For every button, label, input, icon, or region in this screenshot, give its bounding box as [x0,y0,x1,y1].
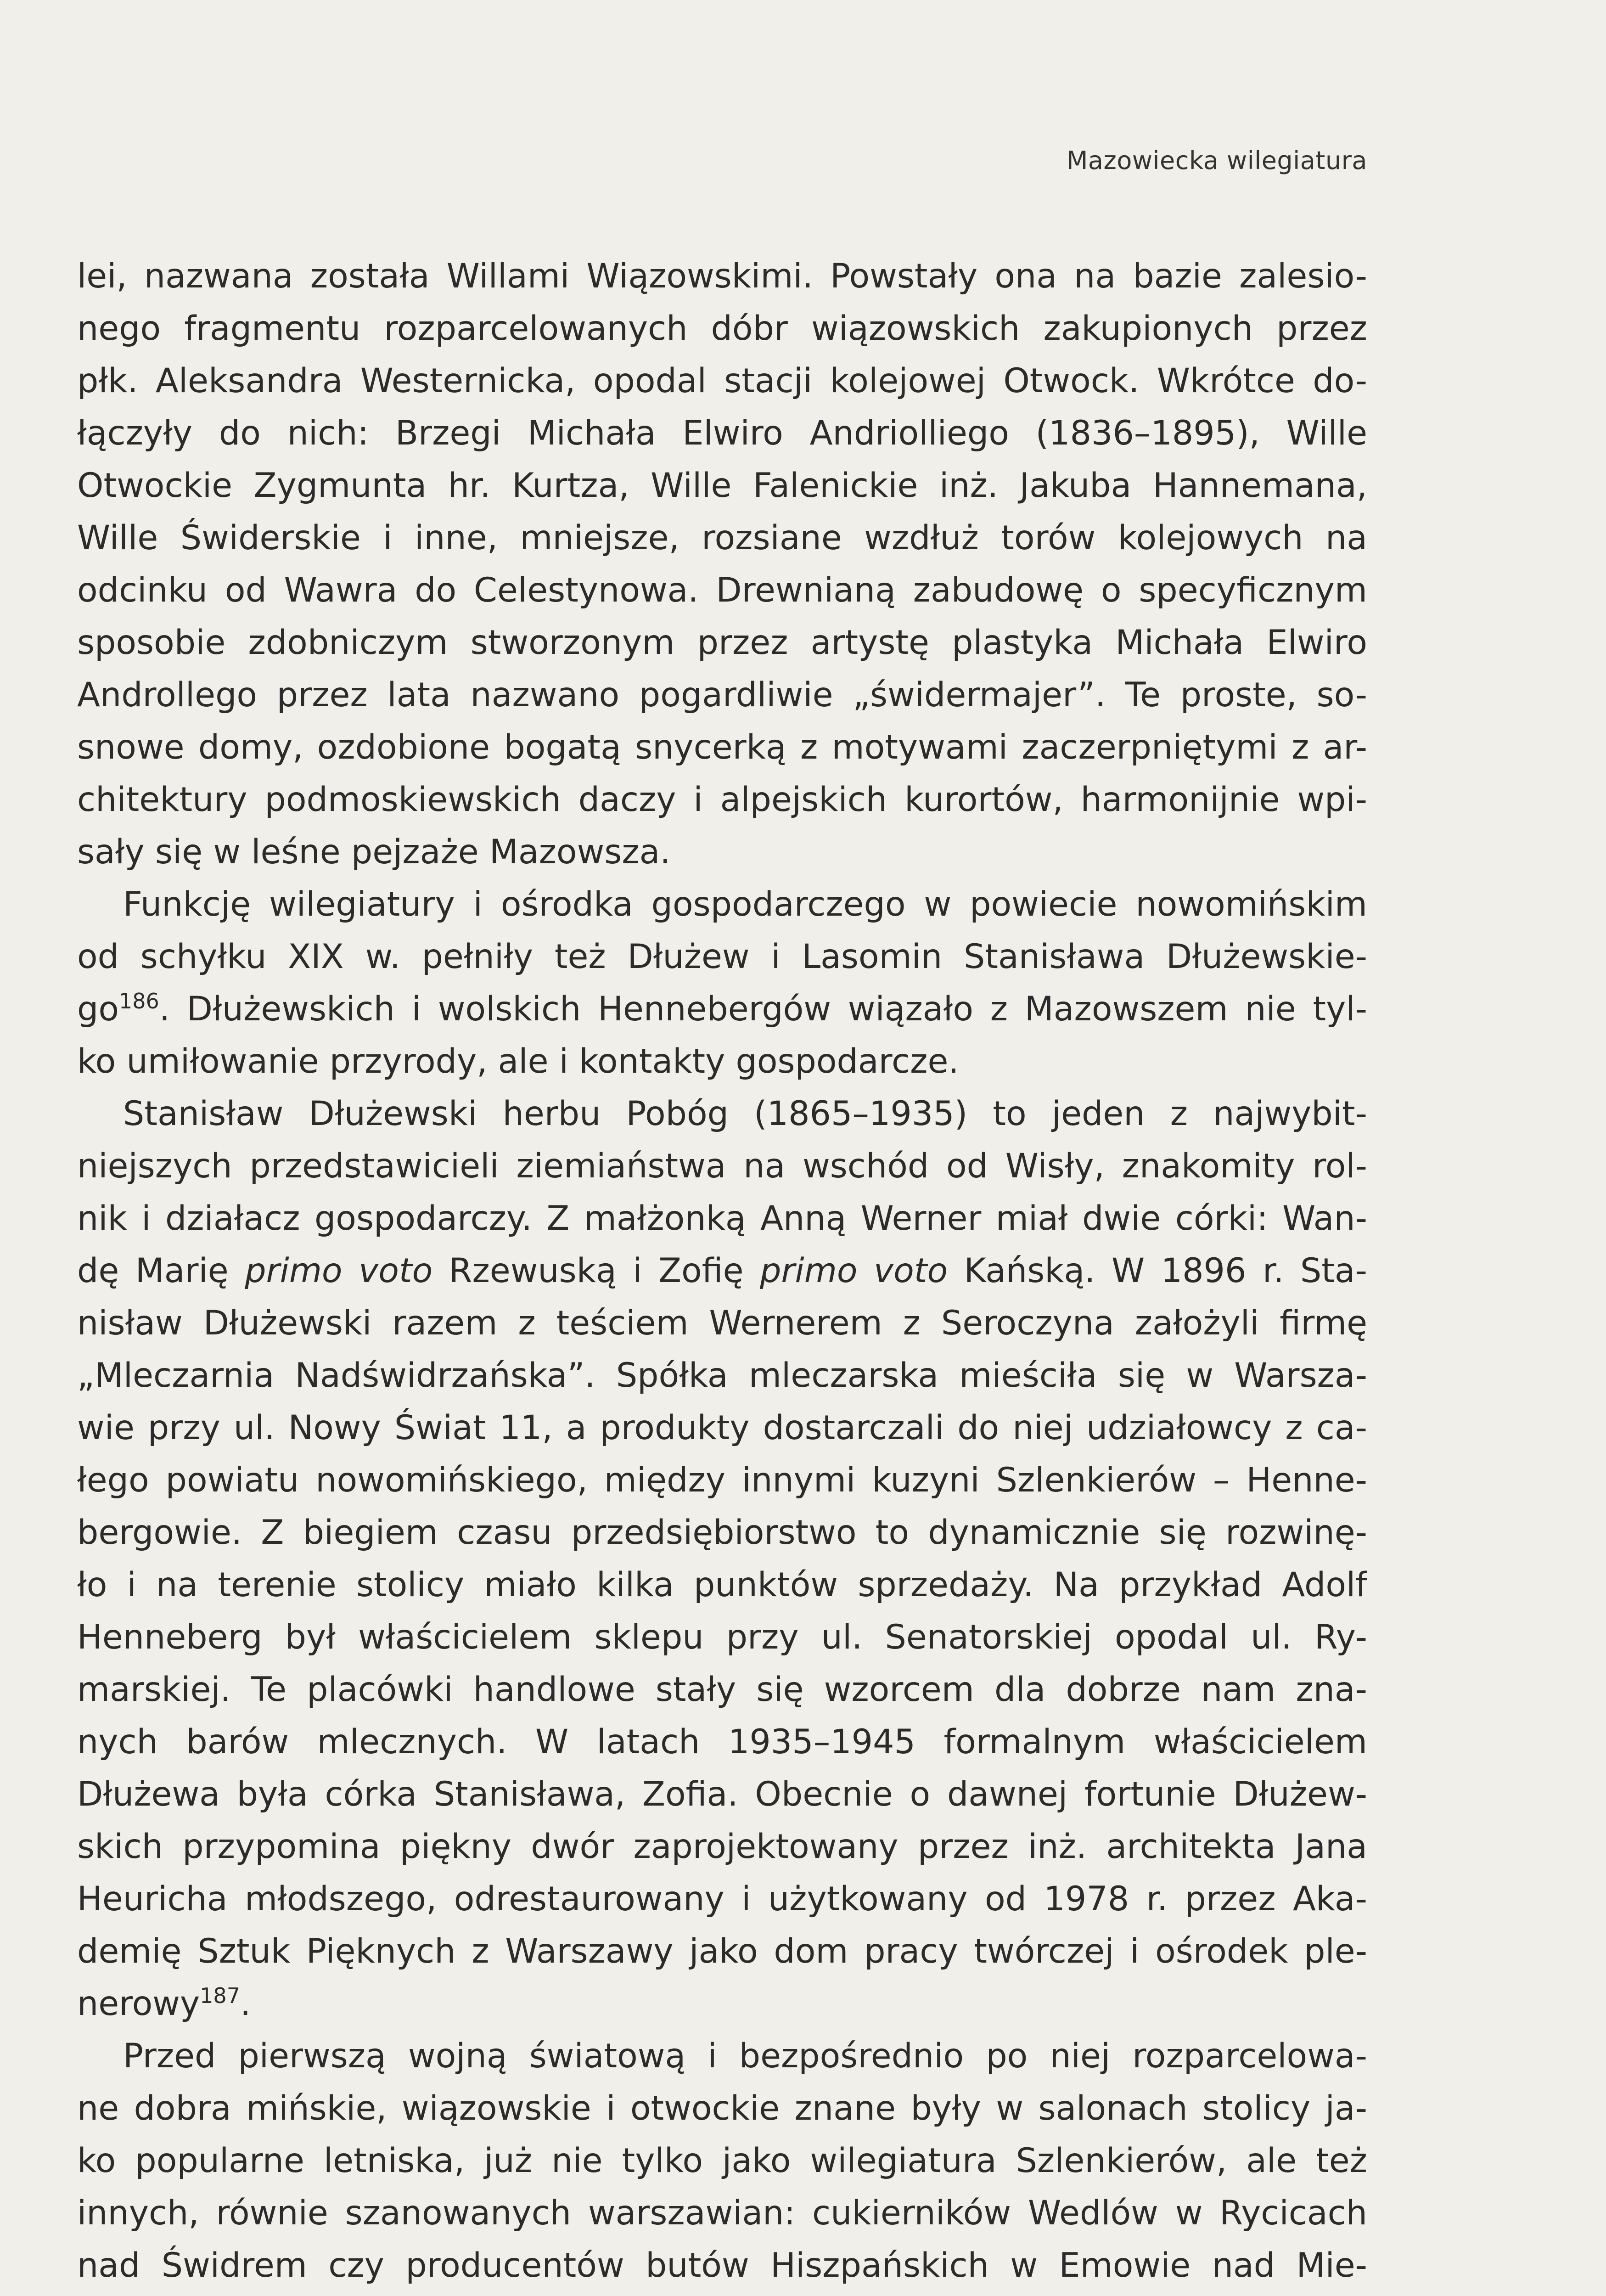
text-line: sały się w leśne pejzaże Mazowsza. [77,833,671,872]
text-line: Heuricha młodszego, odrestaurowany i użytkowany od 1978 r. przez Aka- [77,1880,1367,1919]
text-line: nik i działacz gospodarczy. Z małżonką Anną Werner miał dwie córki: Wan- [77,1199,1367,1238]
footnote-ref: 187 [200,1983,240,2008]
text-line: lei, nazwana została Willami Wiązowskimi. Powstały ona na bazie zalesio- [77,257,1367,296]
text-line: Stanisław Dłużewski herbu Pobóg (1865–1935) to jeden z najwybit- [123,1094,1367,1133]
text-line: chitektury podmoskiewskich daczy i alpejskich kurortów, harmonijnie wpi- [77,780,1367,819]
text-line: nad Świdrem czy producentów butów Hiszpańskich w Emowie nad Mie- [77,2246,1367,2285]
text-line: bergowie. Z biegiem czasu przedsiębiorstwo to dynamicznie się rozwinę- [77,1513,1367,1552]
text-line: Funkcję wilegiatury i ośrodka gospodarczego w powiecie nowomińskim [123,885,1367,924]
text-line: $go^{186}$. Dłużewskich i wolskich Hennebergów wiązało z Mazowszem nie tyl- [77,989,1367,1029]
text-line: Dłużewa była córka Stanisława, Zofia. Obecnie o dawnej fortunie Dłużew- [77,1775,1367,1814]
text-line: płk. Aleksandra Westernicka, opodal stacji kolejowej Otwock. Wkrótce do- [77,361,1367,400]
text-line: dę Marię primo voto Rzewuską i Zofię primo voto Kańską. W 1896 r. Sta- [77,1251,1367,1290]
running-header: Mazowiecka wilegiatura [1066,146,1367,175]
text-line: odcinku od Wawra do Celestynowa. Drewnianą zabudowę o specyficznym [77,571,1367,610]
body-text [77,250,1367,2296]
text-line: sposobie zdobniczym stworzonym przez artystę plastyka Michała Elwiro [77,623,1367,662]
text-line: wie przy ul. Nowy Świat 11, a produkty dostarczali do niej udziałowcy z ca- [77,1408,1367,1447]
footnote-ref: 186 [119,989,159,1013]
text-line: Henneberg był właścicielem sklepu przy ul. Senatorskiej opodal ul. Ry- [77,1618,1367,1657]
text-line: marskiej. Te placówki handlowe stały się wzorcem dla dobrze nam zna- [77,1670,1367,1709]
text-line: łączyły do nich: Brzegi Michała Elwiro Andriolliego (1836–1895), Wille [77,414,1367,453]
text-line: innych, równie szanowanych warszawian: cukierników Wedlów w Rycicach [77,2194,1367,2233]
text-line: ko umiłowanie przyrody, ale i kontakty gospodarcze. [77,1042,959,1081]
text-line: „Mleczarnia Nadświdrzańska”. Spółka mleczarska mieściła się w Warsza- [77,1356,1367,1395]
text-line: od schyłku XIX w. pełniły też Dłużew i Lasomin Stanisława Dłużewskie- [77,937,1367,976]
text-line: nerowy$^{187}$. [77,1983,251,2023]
text-line: skich przypomina piękny dwór zaprojektowany przez inż. architekta Jana [77,1827,1367,1866]
text-line [77,2292,1367,2296]
text-line: nisław Dłużewski razem z teściem Wernerem z Seroczyna założyli firmę [77,1304,1367,1343]
text-line: demię Sztuk Pięknych z Warszawy jako dom pracy twórczej i ośrodek ple- [77,1932,1367,1971]
text-line: łego powiatu nowomińskiego, między innymi kuzyni Szlenkierów – Henne- [77,1461,1367,1500]
text-line: Przed pierwszą wojną światową i bezpośrednio po niej rozparcelowa- [123,2037,1367,2076]
text-line: nych barów mlecznych. W latach 1935–1945 formalnym właścicielem [77,1722,1367,1761]
text-line: ło i na terenie stolicy miało kilka punktów sprzedaży. Na przykład Adolf [77,1565,1367,1604]
text-line: niejszych przedstawicieli ziemiaństwa na wschód od Wisły, znakomity rol- [77,1147,1367,1186]
text-line: Otwockie Zygmunta hr. Kurtza, Wille Falenickie inż. Jakuba Hannemana, [77,466,1367,505]
text-line: nego fragmentu rozparcelowanych dóbr wiązowskich zakupionych przez [77,309,1367,348]
text-line: Wille Świderskie i inne, mniejsze, rozsiane wzdłuż torów kolejowych na [77,518,1367,557]
text-line: ko popularne letniska, już nie tylko jako wilegiatura Szlenkierów, ale też [77,2141,1367,2180]
text-line: ne dobra mińskie, wiązowskie i otwockie znane były w salonach stolicy ja- [77,2089,1367,2128]
text-line: Androllego przez lata nazwano pogardliwie „świdermajer”. Te proste, so- [77,675,1367,715]
text-line: snowe domy, ozdobione bogatą snycerką z motywami zaczerpniętymi z ar- [77,728,1367,767]
